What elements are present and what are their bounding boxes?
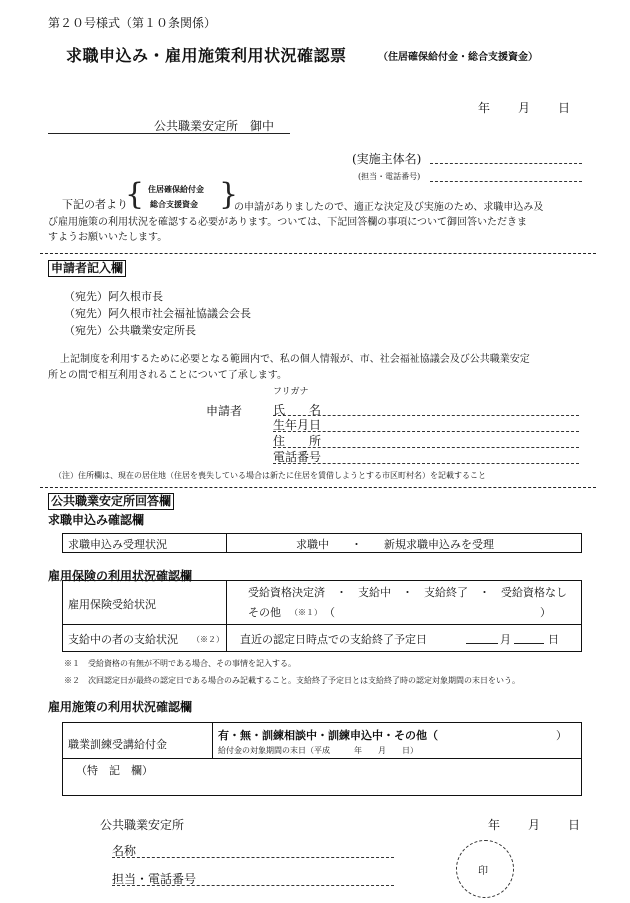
page-subtitle: （住居確保給付金・総合支援資金） xyxy=(378,52,538,63)
job-application-value: 求職中 ・ 新規求職申込みを受理 xyxy=(296,538,494,551)
special-notes-label: （特 記 欄） xyxy=(76,764,153,777)
addressee-underline xyxy=(48,133,290,134)
field-phone-label: 電話番号 xyxy=(273,450,322,464)
insurance-status-options[interactable]: 受給資格決定済 ・ 支給中 ・ 支給終了 ・ 受給資格なし xyxy=(248,586,567,599)
field-name-label: 氏 名 xyxy=(273,403,322,417)
intro-lead: 下記の者より xyxy=(62,198,128,211)
office-heading: 公共職業安定所回答欄 xyxy=(48,493,174,510)
seal-label: 印 xyxy=(478,866,488,877)
insurance-other-close: ） xyxy=(540,606,551,619)
insurance-note-mark-2: （※２） xyxy=(192,635,224,644)
employment-insurance-row-divider xyxy=(62,624,582,625)
footer-name-line[interactable] xyxy=(112,857,394,858)
date-day: 日 xyxy=(558,101,571,115)
consent-line-2: 所との間で相互利用されることについて了承します。 xyxy=(48,370,287,381)
payment-status-label: 支給中の者の支給状況 xyxy=(68,633,178,646)
applicant-label: 申請者 xyxy=(206,404,243,418)
training-benefit-period: 給付金の対象期間の末日（平成 年 月 日） xyxy=(218,746,418,755)
training-benefit-close: ） xyxy=(556,729,567,742)
field-birthdate-label: 生年月日 xyxy=(273,418,322,432)
job-application-label: 求職申込み受理状況 xyxy=(68,538,167,551)
right-brace: } xyxy=(219,177,239,212)
implementer-label: (実施主体名) xyxy=(352,152,422,166)
addressee-city: （宛先）阿久根市長 xyxy=(64,290,163,303)
page-title: 求職申込み・雇用施策利用状況確認票 xyxy=(66,46,347,65)
footer-office: 公共職業安定所 xyxy=(100,818,185,832)
section-divider-2 xyxy=(40,487,596,488)
employment-measures-row-divider xyxy=(62,758,582,759)
implementer-line xyxy=(430,163,582,164)
addressee-council: （宛先）阿久根市社会福祉協議会会長 xyxy=(64,307,251,320)
footer-name-label: 名称 xyxy=(112,844,137,858)
payment-end-text: 直近の認定日時点での支給終了予定日 xyxy=(240,633,427,646)
implementer-sub-line xyxy=(430,181,582,182)
employment-insurance-subheading: 雇用保険の利用状況確認欄 xyxy=(48,569,193,583)
payment-day-line[interactable] xyxy=(514,643,544,644)
address-note: （注）住所欄は、現在の居住地（住居を喪失している場合は新たに住居を賃借しようとする市区町村名）を記載すること xyxy=(54,471,486,480)
footer-contact-line[interactable] xyxy=(112,885,394,886)
job-application-subheading: 求職申込み確認欄 xyxy=(48,513,145,527)
footer-contact-label: 担当・電話番号 xyxy=(112,872,197,886)
addressee: 公共職業安定所 御中 xyxy=(154,119,275,133)
employment-measures-subheading: 雇用施策の利用状況確認欄 xyxy=(48,700,193,714)
footer-day: 日 xyxy=(568,818,581,832)
job-application-divider xyxy=(226,533,227,553)
payment-month-line[interactable] xyxy=(466,643,498,644)
insurance-other-open: （ xyxy=(324,606,335,619)
addressee-office: （宛先）公共職業安定所長 xyxy=(64,324,196,337)
note-1: ※１ 受給資格の有無が不明である場合、その事情を記入する。 xyxy=(64,659,296,668)
date-month: 月 xyxy=(518,101,531,115)
employment-measures-divider xyxy=(212,722,213,758)
insurance-status-label: 雇用保険受給状況 xyxy=(68,598,156,611)
field-address-label: 住 所 xyxy=(273,434,322,448)
training-benefit-options[interactable]: 有・無・訓練相談中・訓練申込中・その他（ xyxy=(218,729,438,742)
footer-year: 年 xyxy=(488,818,501,832)
payment-day-label: 日 xyxy=(548,633,559,646)
note-2: ※２ 次回認定日が最終の認定日である場合のみ記載すること。支給終了予定日とは支給終了時の認定対象期間の末日をいう。 xyxy=(64,676,520,685)
date-year: 年 xyxy=(478,101,491,115)
field-phone-line xyxy=(273,463,579,464)
footer-month: 月 xyxy=(528,818,541,832)
furigana-label: フリガナ xyxy=(273,387,309,397)
brace-item-2: 総合支援資金 xyxy=(150,200,198,209)
intro-line-2: び雇用施策の利用状況を確認する必要があります。ついては、下記回答欄の事項について御回答いただきま xyxy=(48,217,527,228)
training-benefit-label: 職業訓練受講給付金 xyxy=(68,738,167,751)
applicant-heading: 申請者記入欄 xyxy=(48,260,126,277)
intro-line-3: すようお願いいたします。 xyxy=(48,232,168,243)
implementer-sub: (担当・電話番号) xyxy=(358,172,421,181)
insurance-note-mark-1: （※１） xyxy=(290,608,322,617)
brace-item-1: 住居確保給付金 xyxy=(148,185,204,194)
left-brace: { xyxy=(125,177,145,212)
employment-insurance-divider xyxy=(226,580,227,652)
consent-line-1: 上記制度を利用するために必要となる範囲内で、私の個人情報が、市、社会福祉協議会及び公共職業安定 xyxy=(60,354,530,365)
payment-month-label: 月 xyxy=(500,633,511,646)
intro-tail: の申請がありましたので、適正な決定及び実施のため、求職申込み及 xyxy=(234,202,544,213)
section-divider-1 xyxy=(40,253,596,254)
insurance-other-label: その他 xyxy=(248,606,281,619)
form-number: 第２０号様式（第１０条関係） xyxy=(48,16,217,30)
